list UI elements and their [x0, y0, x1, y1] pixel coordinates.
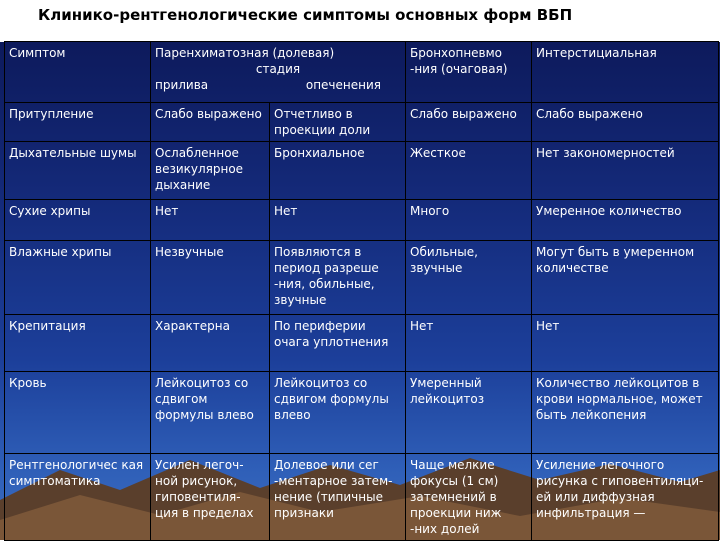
header-row [5, 42, 719, 103]
cell-interstitial: Количество лейкоцитов в крови нормальное, может быть лейкопения [532, 372, 719, 454]
table-row [5, 142, 719, 200]
page-title: Клинико-рентгенологические симптомы основных форм ВБП [38, 6, 573, 24]
header-parenchymal-line2: стадия [255, 62, 301, 76]
cell-interstitial: Могут быть в умеренном количестве [532, 241, 719, 315]
cell-hepatization: Отчетливо в проекции доли [270, 103, 406, 142]
cell-interstitial: Умеренное количество [532, 200, 719, 241]
cell-flow: Незвучные [151, 241, 270, 315]
cell-bronchopneumonia: Нет [406, 315, 532, 372]
cell-flow: Усилен легоч- ной рисунок, гиповентиля- ция в пределах [151, 454, 270, 541]
table-row [5, 200, 719, 241]
cell-symptom: Сухие хрипы [5, 200, 151, 241]
cell-symptom: Притупление [5, 103, 151, 142]
table-row [5, 454, 719, 541]
cell-bronchopneumonia: Чаще мелкие фокусы (1 см) затемнений в проекции ниж -них долей [406, 454, 532, 541]
header-stage-hepatization: опеченения [305, 78, 381, 92]
cell-bronchopneumonia: Слабо выражено [406, 103, 532, 142]
cell-hepatization: Нет [270, 200, 406, 241]
cell-hepatization: Лейкоцитоз со сдвигом формулы влево [270, 372, 406, 454]
header-symptom: Симптом [5, 42, 151, 103]
cell-symptom: Кровь [5, 372, 151, 454]
cell-flow: Ослабленное везикулярное дыхание [151, 142, 270, 200]
cell-hepatization: Долевое или сег -ментарное затем-нение (типичные признаки [270, 454, 406, 541]
cell-bronchopneumonia: Жесткое [406, 142, 532, 200]
header-parenchymal [151, 42, 406, 103]
cell-bronchopneumonia: Умеренный лейкоцитоз [406, 372, 532, 454]
header-interstitial: Интерстициальная [532, 42, 719, 103]
cell-hepatization: Появляются в период разреше -ния, обильные, звучные [270, 241, 406, 315]
cell-symptom: Влажные хрипы [5, 241, 151, 315]
table-row [5, 241, 719, 315]
cell-symptom: Крепитация [5, 315, 151, 372]
header-bronchopneumonia: Бронхопневмо -ния (очаговая) [406, 42, 532, 103]
header-stage-flow: прилива [155, 78, 209, 92]
cell-symptom: Дыхательные шумы [5, 142, 151, 200]
table-row [5, 372, 719, 454]
table-row [5, 315, 719, 372]
cell-interstitial: Усиление легочного рисунка с гиповентиляци-ей или диффузная инфильтрация — [532, 454, 719, 541]
cell-interstitial: Нет закономерностей [532, 142, 719, 200]
cell-interstitial: Нет [532, 315, 719, 372]
cell-bronchopneumonia: Обильные, звучные [406, 241, 532, 315]
cell-hepatization: По периферии очага уплотнения [270, 315, 406, 372]
cell-interstitial: Слабо выражено [532, 103, 719, 142]
cell-hepatization: Бронхиальное [270, 142, 406, 200]
cell-flow: Нет [151, 200, 270, 241]
cell-flow: Лейкоцитоз со сдвигом формулы влево [151, 372, 270, 454]
table-row [5, 103, 719, 142]
symptoms-table [4, 41, 719, 541]
cell-symptom: Рентгенологичес кая симптоматика [5, 454, 151, 541]
header-stages [155, 77, 401, 93]
header-parenchymal-line1: Паренхиматозная (долевая) [155, 46, 335, 60]
cell-flow: Слабо выражено [151, 103, 270, 142]
cell-bronchopneumonia: Много [406, 200, 532, 241]
cell-flow: Характерна [151, 315, 270, 372]
